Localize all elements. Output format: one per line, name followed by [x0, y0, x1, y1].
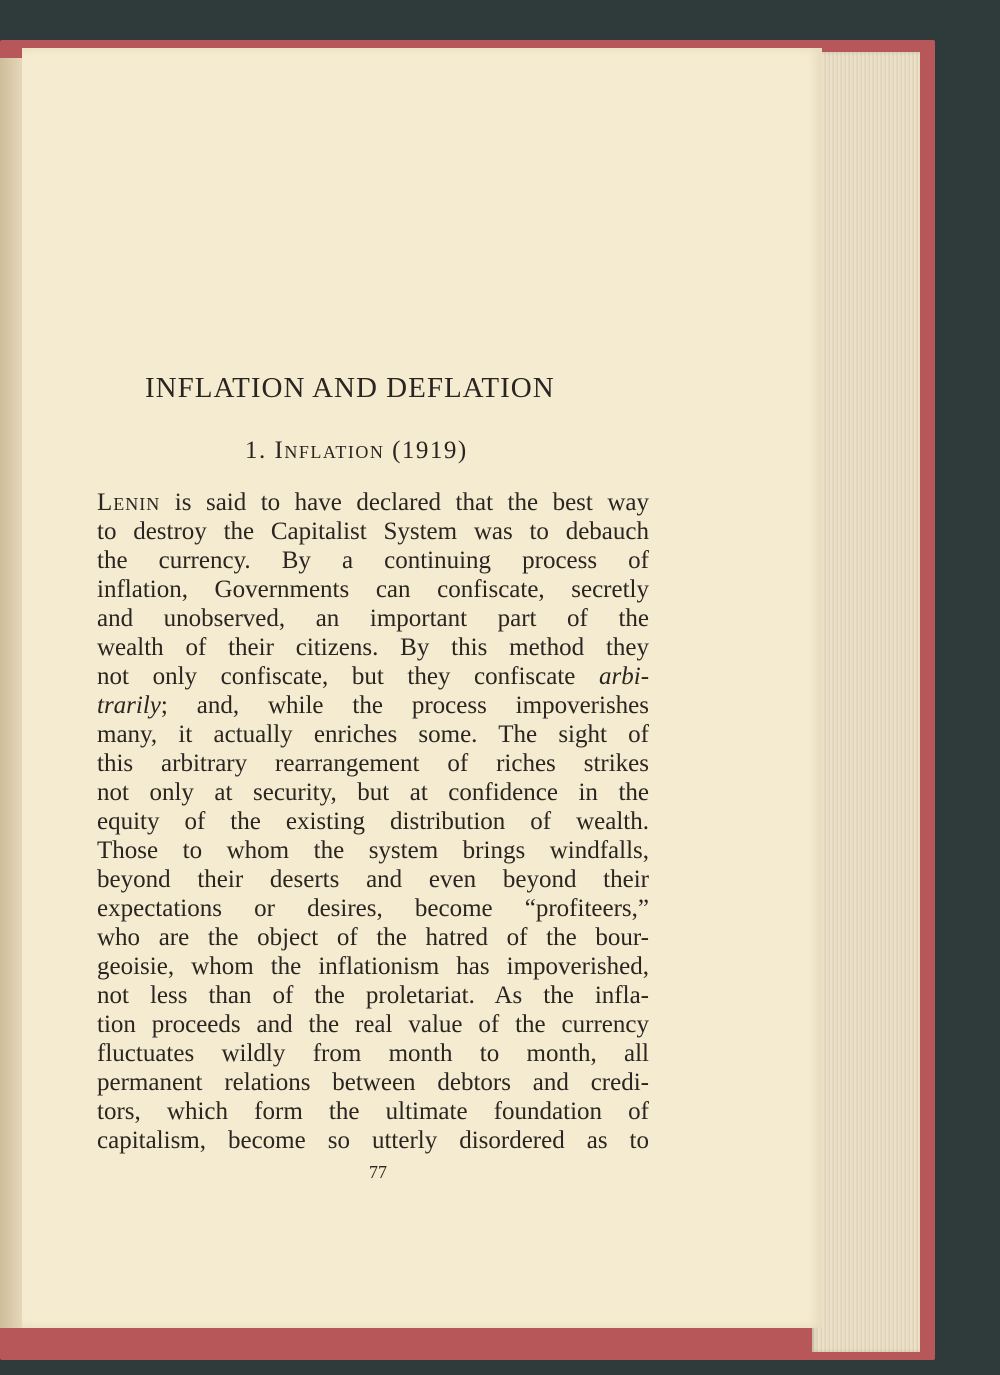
text-line: inflation, Governments can confiscate, secretly [97, 576, 649, 603]
section-heading [245, 437, 545, 465]
text-line: and unobserved, an important part of the [97, 605, 649, 632]
section-year: (1919) [392, 437, 468, 464]
page-number: 77 [369, 1162, 387, 1182]
text-line: expectations or desires, become “profiteers,” [97, 895, 649, 922]
text-line: Those to whom the system brings windfalls, [97, 837, 649, 864]
text-line: beyond their deserts and even beyond their [97, 866, 649, 893]
text-line: equity of the existing distribution of wealth. [97, 808, 649, 835]
line-text: not only confiscate, but they confiscate [97, 663, 576, 690]
text-line: permanent relations between debtors and credi- [97, 1069, 649, 1096]
italic-word: arbi- [599, 663, 650, 690]
text-line: the currency. By a continuing process of [97, 547, 649, 574]
italic-word: trarily [97, 692, 161, 719]
first-word: Lenin [97, 489, 161, 516]
text-line [97, 488, 649, 517]
text-line [97, 691, 649, 720]
text-line: fluctuates wildly from month to month, all [97, 1040, 649, 1067]
text-line: not less than of the proletariat. As the infla- [97, 982, 649, 1009]
section-title: Inflation [274, 437, 385, 464]
text-line: who are the object of the hatred of the bour- [97, 924, 649, 951]
text-line: tors, which form the ultimate foundation of [97, 1098, 649, 1125]
text-line [97, 662, 649, 691]
text-line: not only at security, but at confidence in the [97, 779, 649, 806]
section-number: 1. [245, 437, 267, 464]
text-line: to destroy the Capitalist System was to debauch [97, 518, 649, 545]
text-line: many, it actually enriches some. The sight of [97, 721, 649, 748]
body-text [97, 488, 649, 1155]
text-line: this arbitrary rearrangement of riches strikes [97, 750, 649, 777]
text-line: tion proceeds and the real value of the currency [97, 1011, 649, 1038]
chapter-title: INFLATION AND DEFLATION [145, 372, 555, 404]
line-text: is said to have declared that the best way [174, 489, 649, 516]
line-text: ; and, while the process impoverishes [160, 692, 649, 719]
text-line: geoisie, whom the inflationism has impoverished, [97, 953, 649, 980]
text-line: wealth of their citizens. By this method they [97, 634, 649, 661]
page-edges [812, 52, 920, 1352]
text-line: capitalism, become so utterly disordered as to [97, 1127, 649, 1154]
